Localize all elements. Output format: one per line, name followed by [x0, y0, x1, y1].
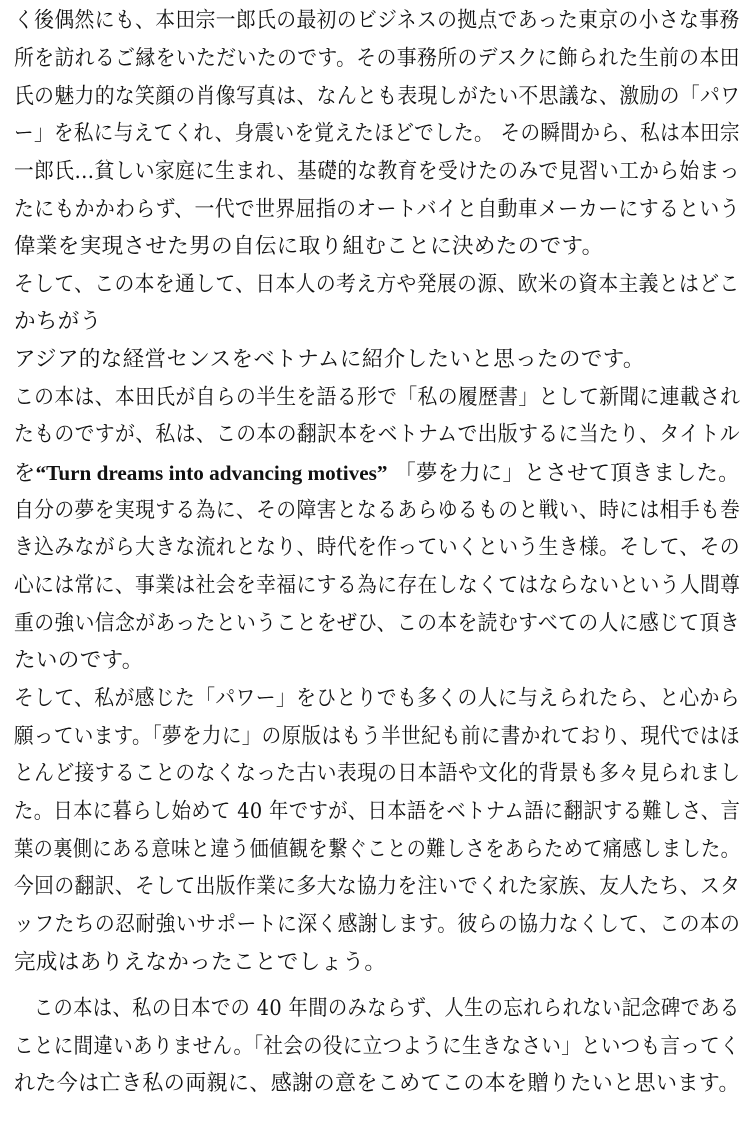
text-line-22: た。日本に暮らし始めて 40 年ですが、日本語をベトナム語に翻訳する難しさ、言 [14, 799, 741, 824]
japanese-title: 「夢を力に」とさせて頂きました。 [387, 461, 740, 486]
english-title: “Turn dreams into advancing motives” [35, 461, 388, 485]
text-line-11: この本は、本田氏が自らの半生を語る形で「私の履歴書」として新聞に連載され [14, 385, 741, 410]
text-line-8: そして、この本を通して、日本人の考え方や発展の源、欧米の資本主義とはどこ [14, 272, 740, 297]
text-line-19: そして、私が感じた「パワー」をひとりでも多くの人に与えられたら、と心から [14, 686, 740, 711]
text-line-26: 完成はありえなかったことでしょう。 [14, 950, 387, 975]
text-line-27: この本は、私の日本での 40 年間のみならず、人生の忘れられない記念碑である [33, 996, 740, 1021]
text-line-2: 所を訪れるご縁をいただいたのです。その事務所のデスクに飾られた生前の本田 [14, 46, 740, 71]
text-line-1: く後偶然にも、本田宗一郎氏の最初のビジネスの拠点であった東京の小さな事務 [14, 8, 740, 33]
text-line-14: 自分の夢を実現する為に、その障害となるあらゆるものと戦い、時には相手も巻 [14, 498, 741, 523]
text-line-12: たものですが、私は、この本の翻訳本をベトナムで出版するに当たり、タイトル [14, 422, 740, 447]
text-line-17: 重の強い信念があったということをぜひ、この本を読むすべての人に感じて頂き [14, 611, 740, 636]
text-line-10: アジア的な経営センスをベトナムに紹介したいと思ったのです。 [14, 347, 645, 372]
text-line-18: たいのです。 [14, 648, 144, 673]
text-line-28: ことに間違いありません。「社会の役に立つように生きなさい」といつも言ってく [14, 1034, 740, 1059]
text-line-20: 願っています。「夢を力に」の原版はもう半世紀も前に書かれており、現代ではほ [14, 724, 740, 749]
text-line-13 [14, 458, 740, 488]
text-line-9: かちがう [14, 309, 102, 334]
text-line-23: 葉の裏側にある意味と違う価値観を繋ぐことの難しさをあらためて痛感しました。 [14, 837, 741, 862]
text-line-4: ー」を私に与えてくれ、身震いを覚えたほどでした。 その瞬間から、私は本田宗 [14, 121, 740, 146]
text-line-13-prefix: を [14, 461, 36, 486]
text-line-21: とんど接することのなくなった古い表現の日本語や文化的背景も多々見られまし [14, 761, 741, 786]
text-line-6: たにもかかわらず、一代で世界屈指のオートバイと自動車メーカーにするという [14, 197, 740, 222]
text-line-7: 偉業を実現させた男の自伝に取り組むことに決めたのです。 [14, 234, 604, 259]
text-line-16: 心には常に、事業は社会を幸福にする為に存在しなくてはならないという人間尊 [14, 573, 741, 598]
text-line-3: 氏の魅力的な笑顔の肖像写真は、なんとも表現しがたい不思議な、激励の「パワ [14, 84, 741, 109]
text-line-25: ッフたちの忍耐強いサポートに深く感謝します。彼らの協力なくして、この本の [14, 912, 741, 937]
text-line-5: 一郎氏…貧しい家庭に生まれ、基礎的な教育を受けたのみで見習い工から始まっ [14, 159, 740, 184]
text-line-15: き込みながら大きな流れとなり、時代を作っていくという生き様。そして、その [14, 535, 740, 560]
text-line-24: 今回の翻訳、そして出版作業に多大な協力を注いでくれた家族、友人たち、スタ [14, 874, 741, 899]
text-line-29: れた今は亡き私の両親に、感謝の意をこめてこの本を贈りたいと思います。 [14, 1071, 740, 1096]
